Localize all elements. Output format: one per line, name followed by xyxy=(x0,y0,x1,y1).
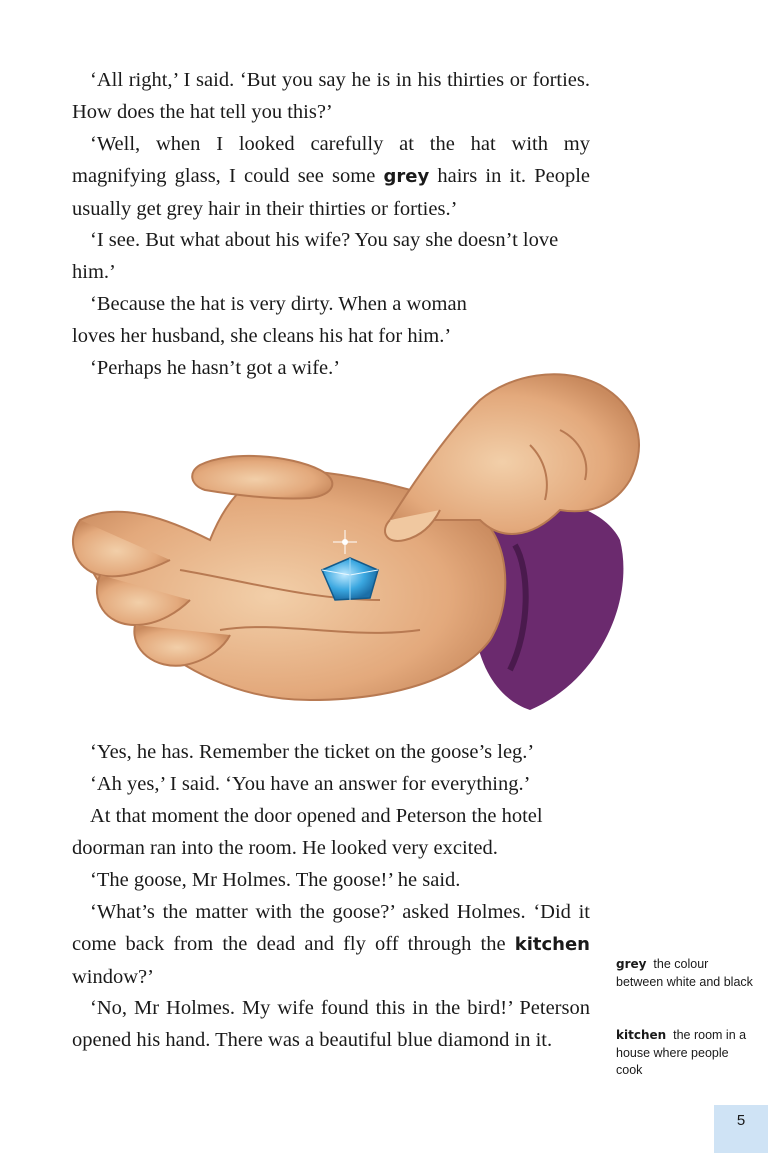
paragraph-3: ‘I see. But what about his wife? You say she doesn’t love him.’ xyxy=(72,229,559,283)
page-number-tab xyxy=(714,1105,768,1153)
paragraph-1: ‘All right,’ I said. ‘But you say he is in his thirties or forties. How does the hat tell you this?’ xyxy=(72,69,590,123)
paragraph-7: ‘Ah yes,’ I said. ‘You have an answer for everything.’ xyxy=(90,773,531,795)
glossary-entry-kitchen xyxy=(616,1027,756,1080)
paragraph-9: ‘The goose, Mr Holmes. The goose!’ he said. xyxy=(90,869,461,891)
paragraph-2: ‘Well, when I looked carefully at the hat with my magnifying glass, I could see some grey hairs in it. People usually get grey hair in their thirties or forties.’ xyxy=(72,133,590,220)
glossary-word-kitchen: kitchen xyxy=(514,934,590,955)
glossary-definition: the room in a house where people cook xyxy=(616,1028,747,1077)
paragraph-8: At that moment the door opened and Peterson the hotel doorman ran into the room. He looked very excited. xyxy=(72,805,543,859)
pointing-hand xyxy=(390,374,639,534)
page-number: 5 xyxy=(736,1112,746,1129)
glossary-term: grey xyxy=(616,957,647,971)
paragraph-10: ‘What’s the matter with the goose?’ asked Holmes. ‘Did it come back from the dead and fly off through the kitchen window?’ xyxy=(72,901,590,988)
paragraph-4a: ‘Because the hat is very dirty. When a woman xyxy=(90,293,467,315)
paragraph-5: ‘Perhaps he hasn’t got a wife.’ xyxy=(90,357,341,379)
hand-diamond-illustration xyxy=(60,370,670,720)
glossary-definition: the colour between white and black xyxy=(616,957,753,989)
glossary-term: kitchen xyxy=(616,1028,667,1042)
paragraph-4b: loves her husband, she cleans his hat for him.’ xyxy=(72,325,452,347)
glossary-word-grey: grey xyxy=(383,166,430,187)
paragraph-11: ‘No, Mr Holmes. My wife found this in the bird!’ Peterson opened his hand. There was a beautiful blue diamond in it. xyxy=(72,997,590,1051)
glossary-entry-grey xyxy=(616,956,756,991)
paragraph-6: ‘Yes, he has. Remember the ticket on the goose’s leg.’ xyxy=(90,741,535,763)
